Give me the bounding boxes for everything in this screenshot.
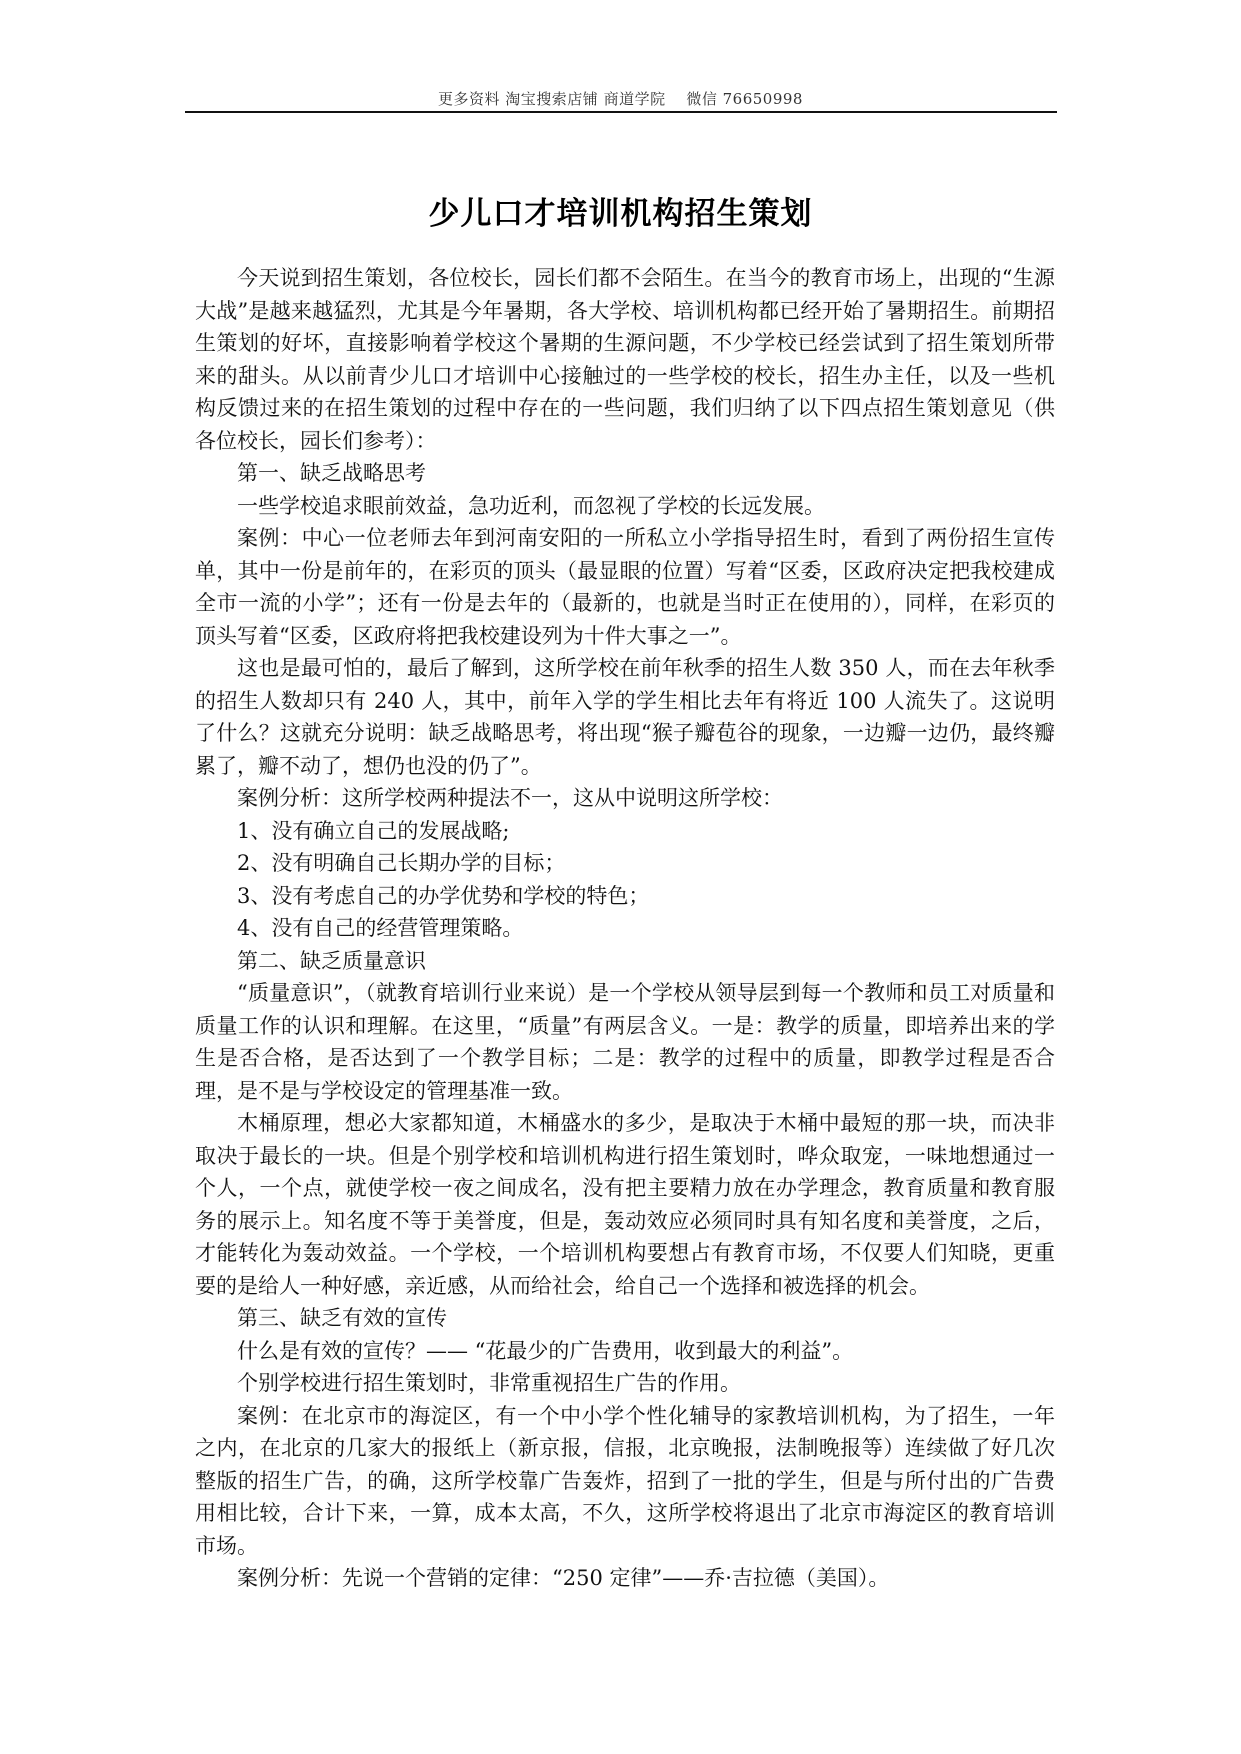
header-divider <box>185 111 1057 113</box>
page-header: 更多资料 淘宝搜索店铺 商道学院 微信 76650998 <box>438 90 803 108</box>
paragraph-analysis: 案例分析：先说一个营销的定律：“250 定律”——乔·吉拉德（美国）。 <box>237 1566 890 1590</box>
section-heading-2: 第二、缺乏质量意识 <box>237 948 426 973</box>
paragraph-case: 案例：中心一位老师去年到河南安阳的一所私立小学指导招生时，看到了两份招生宣传单，其中一份是前年的，在彩页的顶头（最显眼的位置）写着“区委，区政府决定把我校建成全市一流的小学”；还有一份是去年的（最新的，也就是当时正在使用的），同样，在彩页的顶头写着“区委，区政府将把我校建设列为十件大事之一”。 <box>195 526 1055 648</box>
paragraph: 这也是最可怕的，最后了解到，这所学校在前年秋季的招生人数 350 人，而在去年秋季的招生人数却只有 240 人，其中，前年入学的学生相比去年有将近 100 人流失了。这说明了什么？这就充分说明：缺乏战略思考，将出现“猴子瓣苞谷的现象，一边瓣一边仍，最终瓣累了，瓣不动了，想仍也没的仍了”。 <box>195 656 1055 778</box>
paragraph: 一些学校追求眼前效益，急功近利，而忽视了学校的长远发展。 <box>237 493 825 518</box>
list-item: 2、没有明确自己长期办学的目标； <box>237 851 566 875</box>
section-heading-1: 第一、缺乏战略思考 <box>237 461 426 485</box>
paragraph-intro: 今天说到招生策划，各位校长，园长们都不会陌生。在当今的教育市场上，出现的“生源大战”是越来越猛烈，尤其是今年暑期，各大学校、培训机构都已经开始了暑期招生。前期招生策划的好坏，直接影响着学校这个暑期的生源问题，不少学校已经尝试到了招生策划所带来的甜头。从以前青少儿口才培训中心接触过的一些学校的校长，招生办主任，以及一些机构反馈过来的在招生策划的过程中存在的一些问题，我们归纳了以下四点招生策划意见（供各位校长，园长们参考）： <box>195 266 1055 453</box>
document-body <box>195 262 1055 1595</box>
list-item: 1、没有确立自己的发展战略; <box>237 818 510 843</box>
paragraph: 什么是有效的宣传？—— “花最少的广告费用，收到最大的利益”。 <box>237 1338 854 1363</box>
list-item: 4、没有自己的经营管理策略。 <box>237 916 524 940</box>
paragraph: “质量意识”，（就教育培训行业来说）是一个学校从领导层到每一个教师和员工对质量和质量工作的认识和理解。在这里，“质量”有两层含义。一是：教学的质量，即培养出来的学生是否合格，是否达到了一个教学目标；二是：教学的过程中的质量，即教学过程是否合理，是不是与学校设定的管理基准一致。 <box>195 981 1055 1103</box>
paragraph: 木桶原理，想必大家都知道，木桶盛水的多少，是取决于木桶中最短的那一块，而决非取决于最长的一块。但是个别学校和培训机构进行招生策划时，哗众取宠，一味地想通过一个人，一个点，就使学校一夜之间成名，没有把主要精力放在办学理念，教育质量和教育服务的展示上。知名度不等于美誉度，但是，轰动效应必须同时具有知名度和美誉度，之后，才能转化为轰动效益。一个学校，一个培训机构要想占有教育市场，不仅要人们知晓，更重要的是给人一种好感，亲近感，从而给社会，给自己一个选择和被选择的机会。 <box>195 1111 1055 1298</box>
list-item: 3、没有考虑自己的办学优势和学校的特色； <box>237 883 650 908</box>
paragraph-analysis: 案例分析：这所学校两种提法不一，这从中说明这所学校： <box>237 786 783 810</box>
document-title: 少儿口才培训机构招生策划 <box>428 196 813 232</box>
paragraph-case: 案例：在北京市的海淀区，有一个中小学个性化辅导的家教培训机构，为了招生，一年之内，在北京的几家大的报纸上（新京报，信报，北京晚报，法制晚报等）连续做了好几次整版的招生广告，的确，这所学校靠广告轰炸，招到了一批的学生，但是与所付出的广告费用相比较，合计下来，一算，成本太高，不久，这所学校将退出了北京市海淀区的教育培训市场。 <box>195 1403 1055 1558</box>
paragraph: 个别学校进行招生策划时，非常重视招生广告的作用。 <box>237 1371 741 1395</box>
section-heading-3: 第三、缺乏有效的宣传 <box>237 1306 447 1330</box>
